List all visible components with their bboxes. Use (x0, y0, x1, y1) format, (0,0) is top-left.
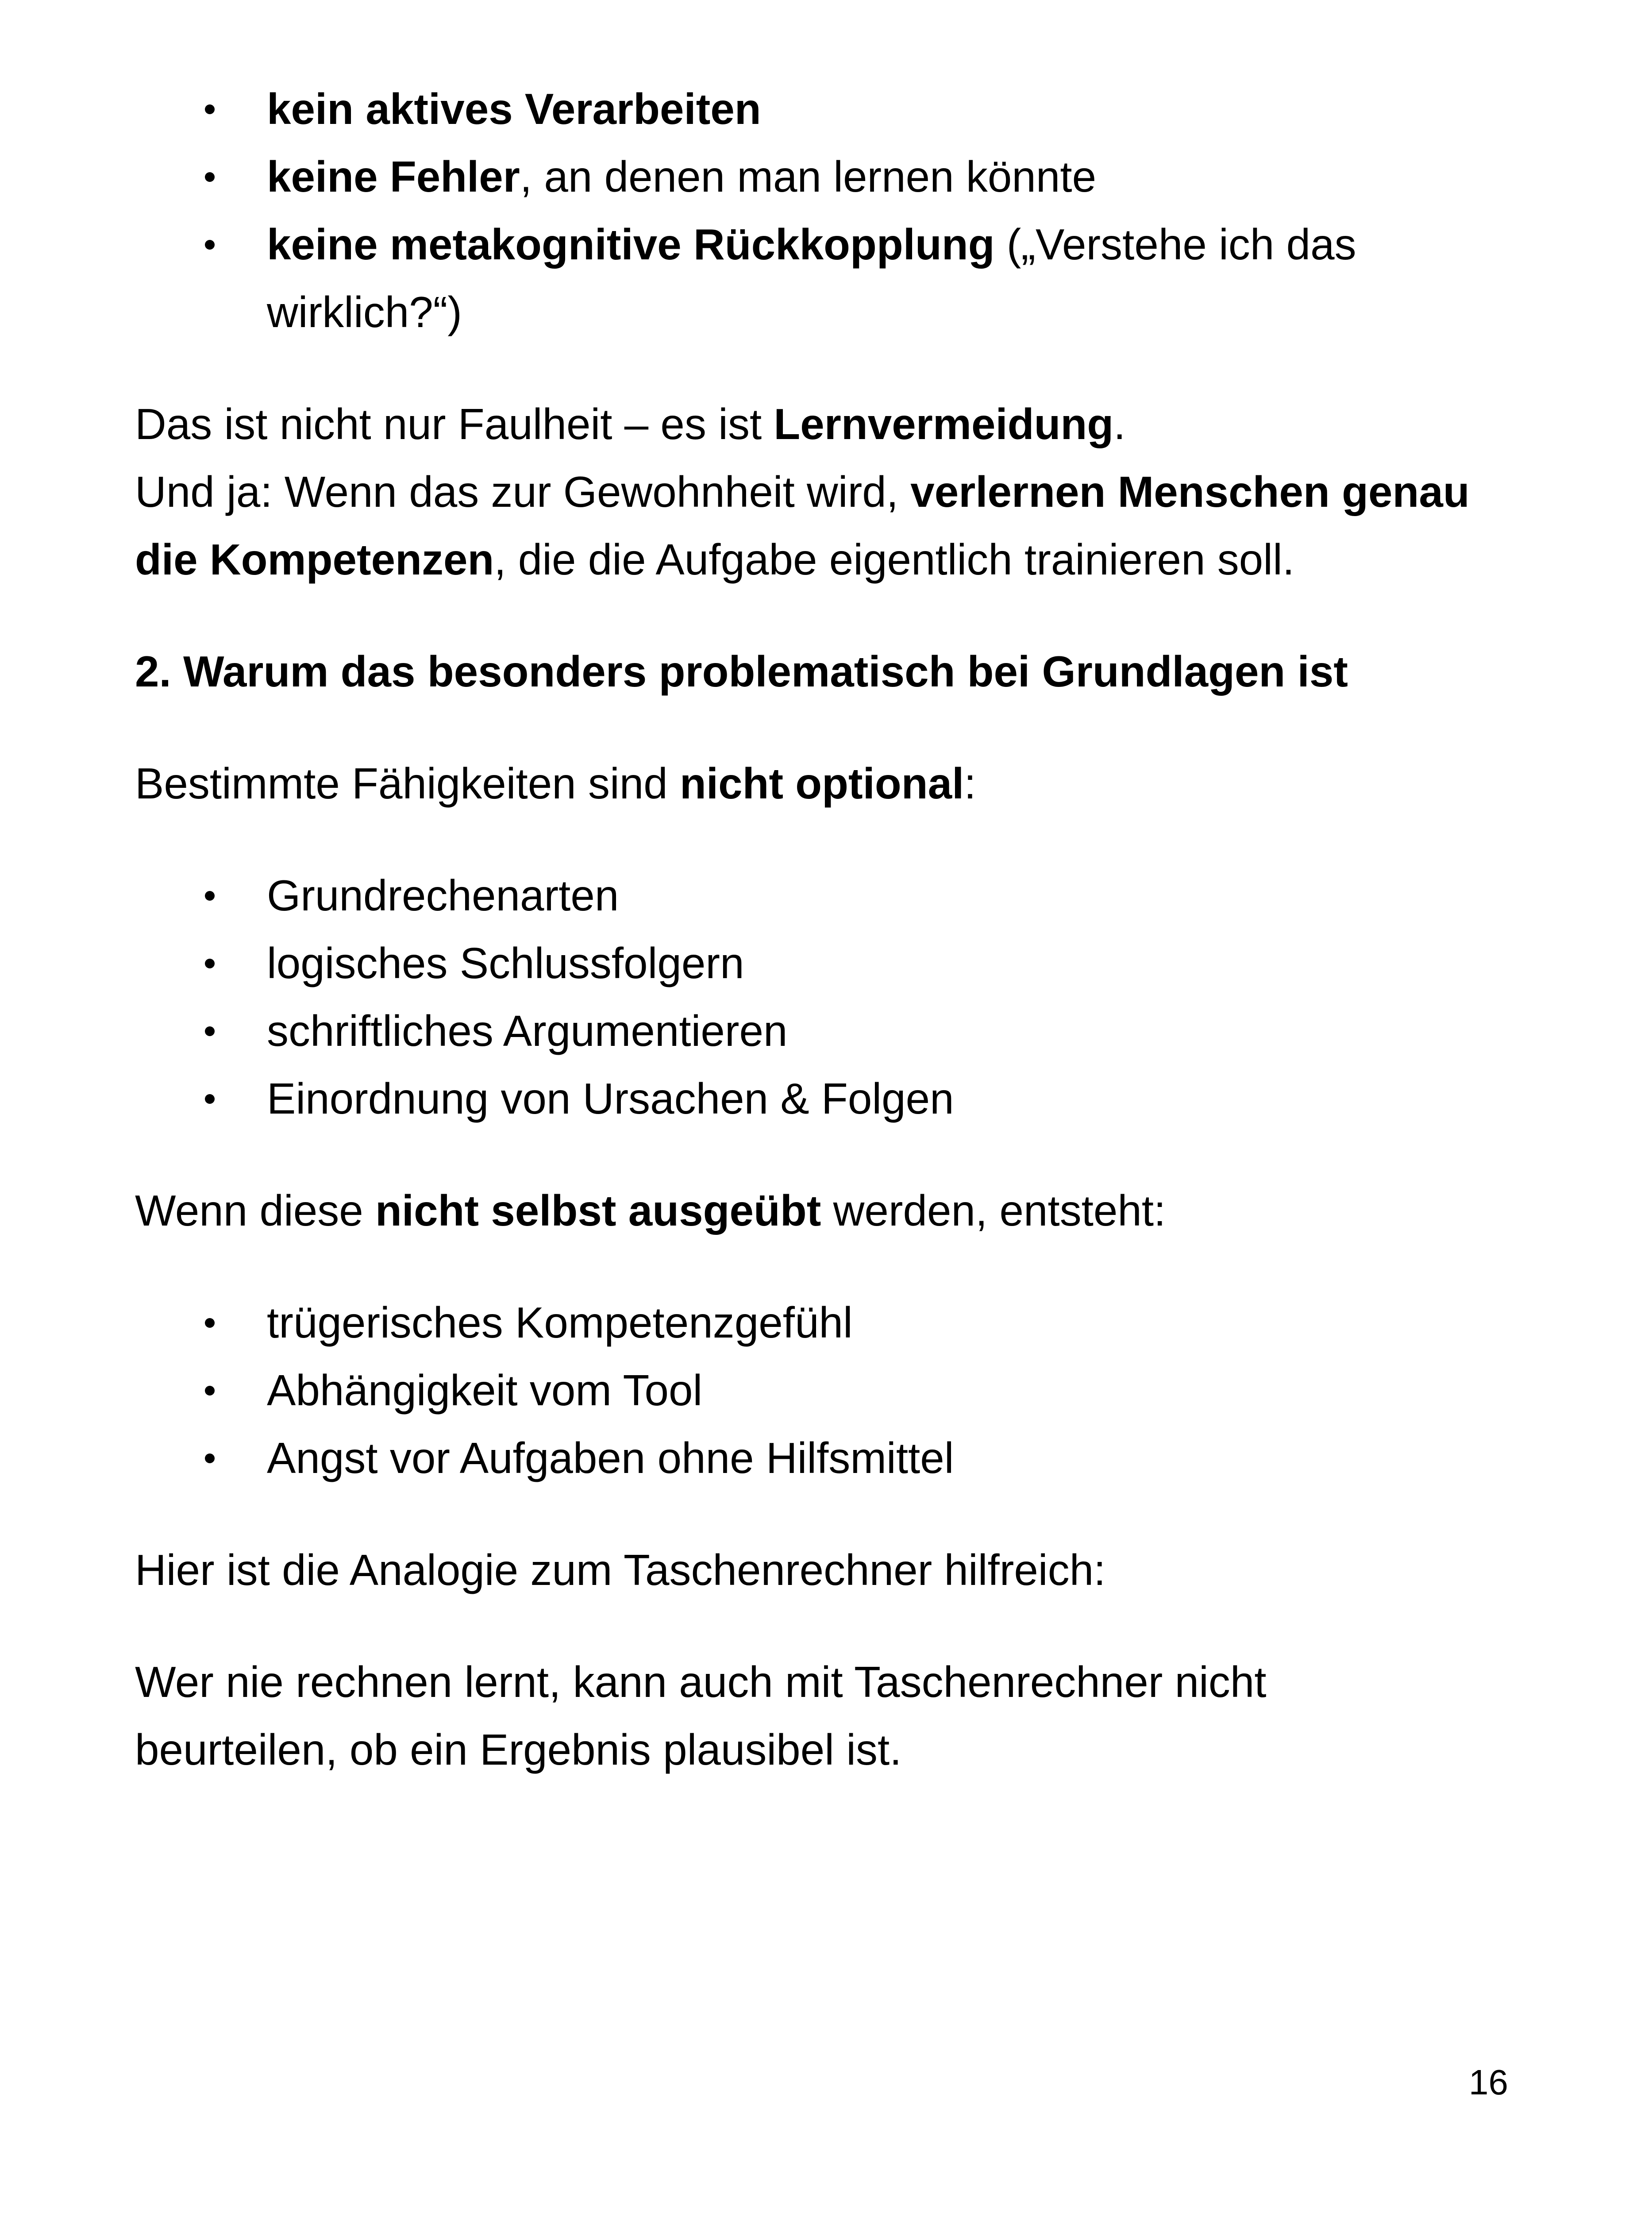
paragraph-faehigkeiten: Bestimmte Fähigkeiten sind nicht optional: (135, 759, 976, 808)
list-item: Abhängigkeit vom Tool (135, 1357, 1471, 1424)
list-item: trügerisches Kompetenzgefühl (135, 1289, 1471, 1357)
list-item: Grundrechenarten (135, 862, 1471, 929)
paragraph-lernvermeidung: Das ist nicht nur Faulheit – es ist Lernvermeidung. Und ja: Wenn das zur Gewohnheit wird, verlernen Menschen genau die Kompetenzen, die die Aufgabe eigentlich trainieren soll. (135, 400, 1470, 584)
list-item: Angst vor Aufgaben ohne Hilfsmittel (135, 1424, 1471, 1492)
list-item: keine Fehler, an denen man lernen könnte (135, 143, 1471, 211)
paragraph-ausgeuebt: Wenn diese nicht selbst ausgeübt werden, entsteht: (135, 1186, 1166, 1235)
list-effects (135, 1289, 1471, 1492)
list-item: keine metakognitive Rückkopplung („Verstehe ich das wirklich?“) (135, 211, 1471, 346)
list-item: schriftliches Argumentieren (135, 997, 1471, 1065)
list-item: Einordnung von Ursachen & Folgen (135, 1065, 1471, 1133)
page-number: 16 (1469, 2063, 1508, 2102)
paragraph-taschenrechner: Wer nie rechnen lernt, kann auch mit Taschenrechner nicht beurteilen, ob ein Ergebnis plausibel ist. (135, 1658, 1267, 1774)
list-top (135, 75, 1471, 346)
paragraph-analogie: Hier ist die Analogie zum Taschenrechner hilfreich: (135, 1546, 1106, 1594)
list-skills (135, 862, 1471, 1133)
section-heading: 2. Warum das besonders problematisch bei Grundlagen ist (135, 647, 1348, 696)
list-item: logisches Schlussfolgern (135, 929, 1471, 997)
list-item: kein aktives Verarbeiten (135, 75, 1471, 143)
page-content (135, 75, 1471, 1784)
